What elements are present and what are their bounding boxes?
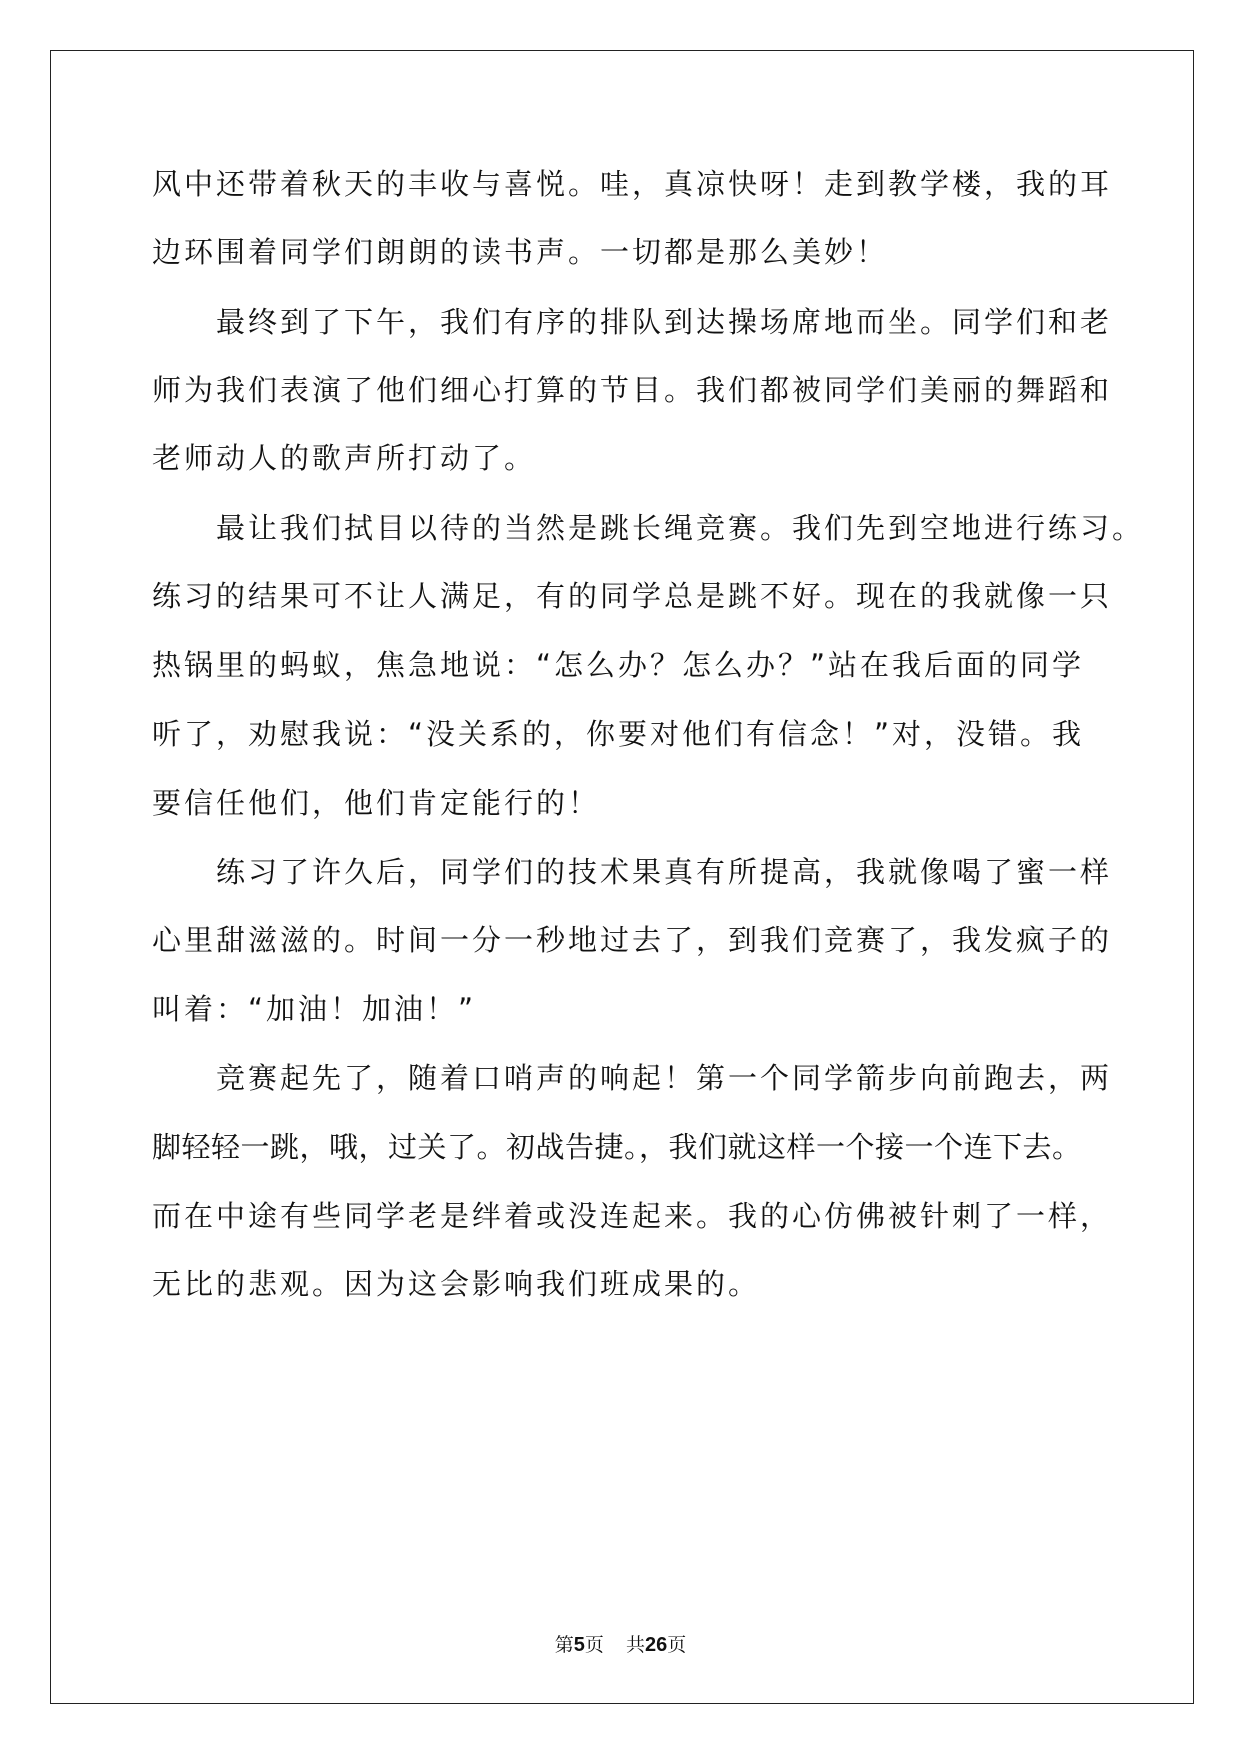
text-line: 而在中途有些同学老是绊着或没连起来。我的心仿佛被针刺了一样， bbox=[152, 1199, 1113, 1233]
paragraph-first-line: 最终到了下午，我们有序的排队到达操场席地而坐。同学们和老 bbox=[216, 305, 1113, 339]
text-line: 听了，劝慰我说：“没关系的，你要对他们有信念！”对，没错。我 bbox=[152, 717, 1085, 751]
text-line: 叫着：“加油！加油！” bbox=[152, 992, 477, 1026]
page-number: 5 bbox=[573, 1634, 585, 1656]
text-line: 心里甜滋滋的。时间一分一秒地过去了，到我们竞赛了，我发疯子的 bbox=[152, 923, 1113, 957]
paragraph-first-line: 练习了许久后，同学们的技术果真有所提高，我就像喝了蜜一样 bbox=[216, 855, 1113, 889]
text-line: 无比的悲观。因为这会影响我们班成果的。 bbox=[152, 1267, 761, 1301]
text-line: 师为我们表演了他们细心打算的节目。我们都被同学们美丽的舞蹈和 bbox=[152, 373, 1113, 407]
text-line: 老师动人的歌声所打动了。 bbox=[152, 441, 537, 475]
page-prefix: 第 bbox=[554, 1634, 574, 1656]
total-prefix: 共 bbox=[625, 1634, 645, 1656]
paragraph-first-line: 竞赛起先了，随着口哨声的响起！第一个同学箭步向前跑去，两 bbox=[216, 1061, 1113, 1095]
total-suffix: 页 bbox=[667, 1634, 687, 1656]
text-line: 要信任他们，他们肯定能行的！ bbox=[152, 786, 601, 820]
text-line: 练习的结果可不让人满足，有的同学总是跳不好。现在的我就像一只 bbox=[152, 579, 1113, 613]
page-suffix: 页 bbox=[584, 1634, 604, 1656]
text-line: 脚轻轻一跳，哦，过关了。初战告捷。，我们就这样一个接一个连下去。 bbox=[152, 1130, 1082, 1164]
text-line: 风中还带着秋天的丰收与喜悦。哇，真凉快呀！走到教学楼，我的耳 bbox=[152, 167, 1113, 201]
text-line: 边环围着同学们朗朗的读书声。一切都是那么美妙！ bbox=[152, 235, 889, 269]
paragraph-first-line: 最让我们拭目以待的当然是跳长绳竞赛。我们先到空地进行练习。 bbox=[216, 511, 1145, 545]
page-footer bbox=[0, 1632, 1241, 1658]
total-pages: 26 bbox=[644, 1634, 668, 1656]
text-line: 热锅里的蚂蚁，焦急地说：“怎么办？怎么办？”站在我后面的同学 bbox=[152, 648, 1085, 682]
